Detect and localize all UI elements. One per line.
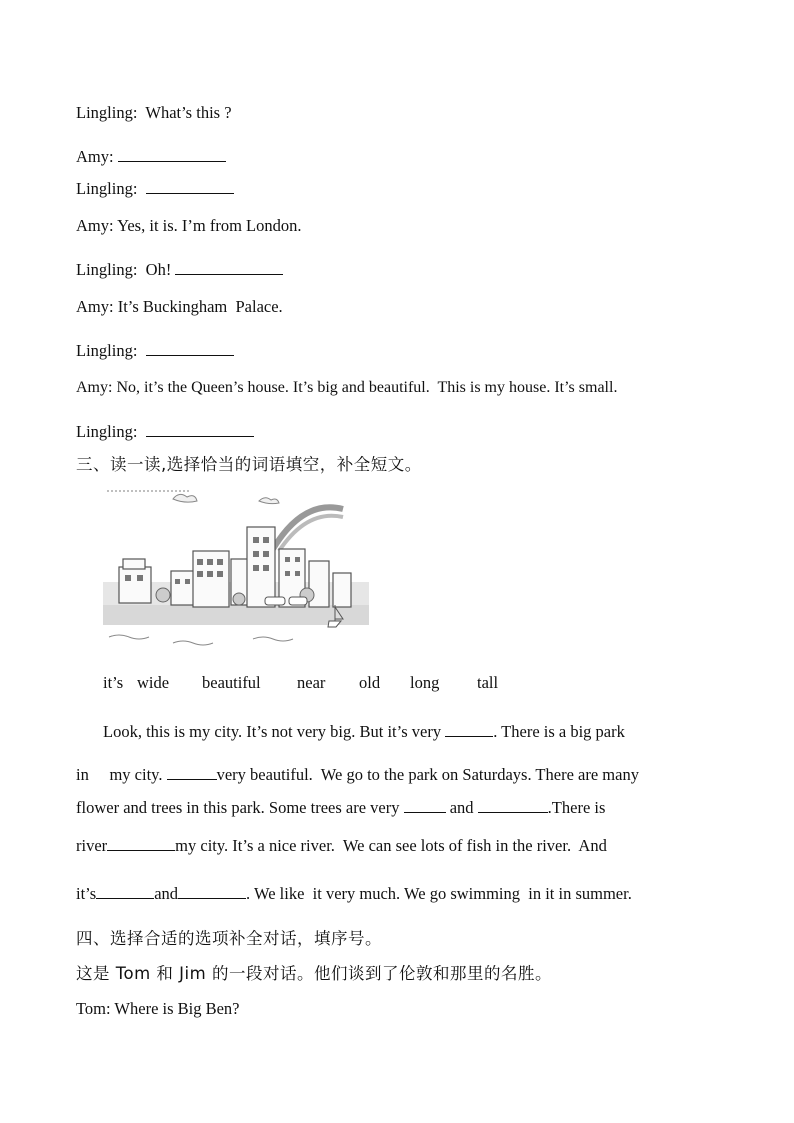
section-3-heading: 三、读一读,选择恰当的词语填空，补全短文。 (76, 455, 422, 474)
answer-blank[interactable] (178, 883, 246, 899)
section-4-intro: 这是 Tom 和 Jim 的一段对话。他们谈到了伦敦和那里的名胜。 (76, 964, 552, 983)
passage-line-2: in my city. very beautiful. We go to the park on Saturdays. There are many (76, 765, 639, 784)
answer-blank[interactable] (118, 146, 226, 162)
answer-blank[interactable] (445, 721, 493, 737)
answer-blank[interactable] (107, 835, 175, 851)
answer-blank[interactable] (478, 797, 548, 813)
passage-line-1: Look, this is my city. It’s not very big. But it’s very . There is a big park (103, 722, 625, 741)
answer-blank[interactable] (146, 340, 234, 356)
word-option: wide (137, 673, 170, 692)
answer-blank[interactable] (404, 797, 446, 813)
dialogue-line-7: Lingling: (76, 340, 234, 361)
dialogue-line-5: Lingling: Oh! (76, 259, 283, 280)
word-option: tall (477, 673, 499, 692)
answer-blank[interactable] (167, 764, 217, 780)
passage-line-5: it’s and . We like it very much. We go swimming in it in summer. (76, 884, 632, 903)
dialogue-line-4: Amy: Yes, it is. I’m from London. (76, 216, 302, 235)
dialogue-line-9: Lingling: (76, 421, 254, 442)
dialogue-line-6: Amy: It’s Buckingham Palace. (76, 297, 283, 316)
answer-blank[interactable] (146, 421, 254, 437)
passage-line-4: river my city. It’s a nice river. We can see lots of fish in the river. And (76, 836, 607, 855)
word-option: long (410, 673, 440, 692)
answer-blank[interactable] (96, 883, 154, 899)
dialogue-line-8: Amy: No, it’s the Queen’s house. It’s big and beautiful. This is my house. It’s small. (76, 379, 618, 396)
passage-line-3: flower and trees in this park. Some trees are very and .There is (76, 798, 606, 817)
word-option: it’s (103, 673, 124, 692)
answer-blank[interactable] (146, 178, 234, 194)
word-option: beautiful (202, 673, 261, 692)
section-4-heading: 四、选择合适的选项补全对话，填序号。 (76, 929, 382, 948)
city-illustration (103, 487, 369, 655)
word-option: near (297, 673, 326, 692)
dialogue-line-3: Lingling: (76, 178, 234, 199)
section-4-first-line: Tom: Where is Big Ben? (76, 999, 240, 1018)
answer-blank[interactable] (175, 259, 283, 275)
word-option: old (359, 673, 381, 692)
dialogue-line-1: Lingling: What’s this ? (76, 103, 232, 122)
dialogue-line-2: Amy: (76, 146, 226, 167)
